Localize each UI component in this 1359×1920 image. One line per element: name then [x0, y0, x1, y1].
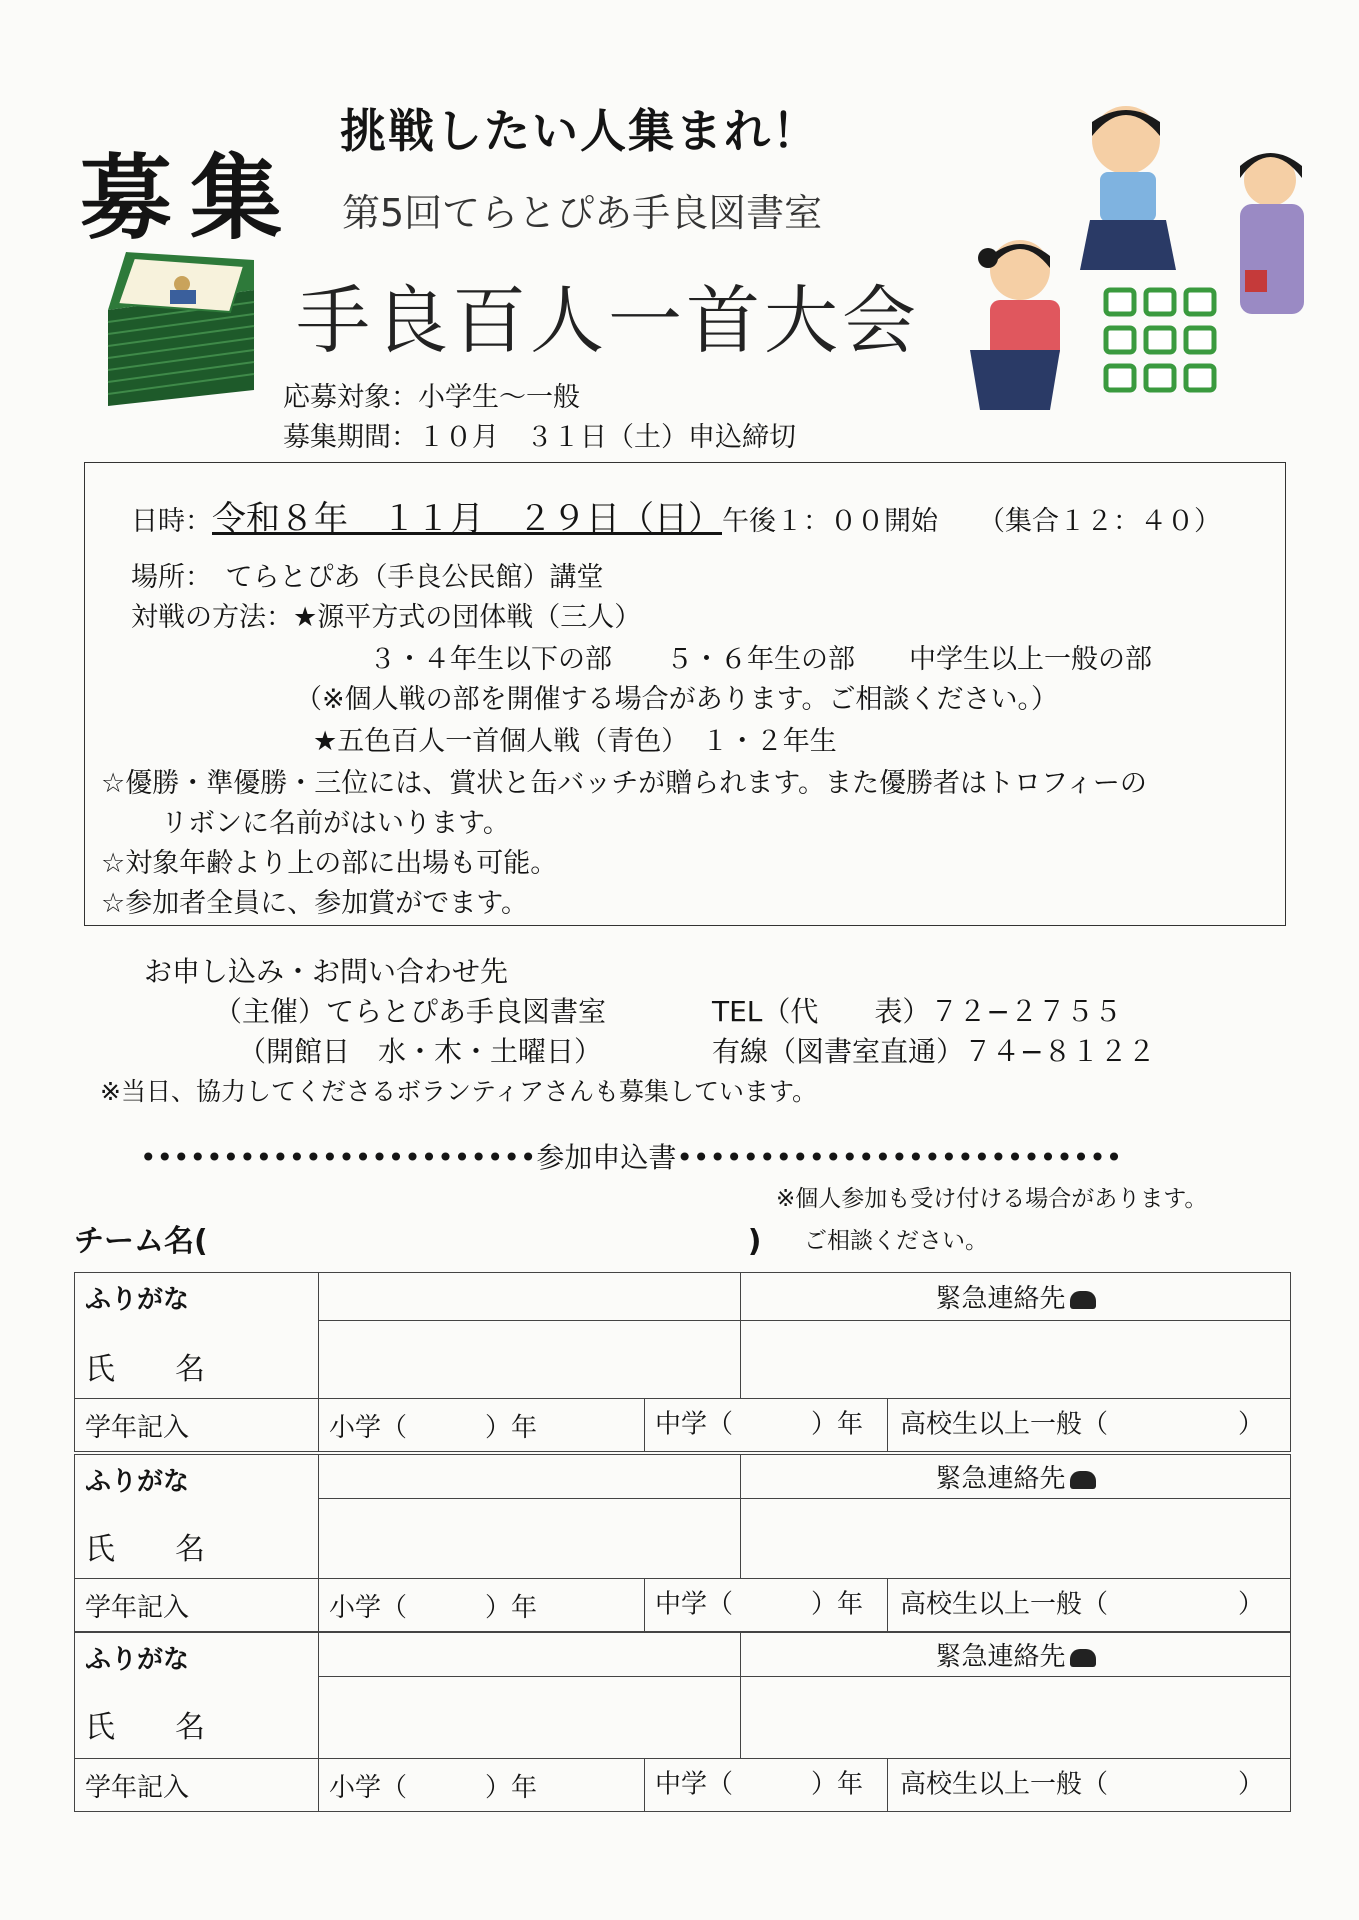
high-school-general-field[interactable]: 高校生以上一般（ ） — [900, 1769, 1265, 1800]
organizer: （主催）てらとぴあ手良図書室 — [214, 995, 607, 1028]
contact-heading: お申し込み・お問い合わせ先 — [144, 955, 509, 988]
entry-table-3 — [74, 1632, 1291, 1812]
name-label: 氏 名 — [85, 1352, 205, 1387]
boshu-heading: 募集 — [80, 144, 301, 252]
furigana-input[interactable] — [319, 1455, 741, 1499]
furigana-label: ふりがな 氏 名 — [75, 1633, 319, 1759]
prize-line-2: リボンに名前がはいります。 — [161, 808, 510, 839]
emergency-contact-input[interactable] — [741, 1321, 1291, 1399]
elementary-grade-field[interactable]: 小学（ ）年 — [319, 1759, 645, 1812]
elementary-grade-field[interactable]: 小学（ ）年 — [319, 1579, 645, 1632]
telephone-icon — [1070, 1649, 1096, 1667]
emergency-contact-label: 緊急連絡先 — [741, 1455, 1291, 1499]
telephone-icon — [1070, 1471, 1096, 1489]
divisions: ３・４年生以下の部 ５・６年生の部 中学生以上一般の部 — [369, 644, 1152, 675]
gather-time: （集合１２：４０） — [978, 506, 1221, 537]
junior-grade-field[interactable]: 中学（ ）年 — [655, 1769, 864, 1800]
karuta-cards-illustration — [104, 250, 260, 406]
grade-label: 学年記入 — [75, 1759, 319, 1812]
event-date: 令和８年 １１月 ２９日（日） — [212, 499, 722, 539]
venue: 場所： てらとぴあ（手良公民館）講堂 — [131, 562, 604, 593]
grade-label: 学年記入 — [75, 1579, 319, 1632]
match-method: 対戦の方法：★源平方式の団体戦（三人） — [131, 602, 642, 633]
emergency-contact-input[interactable] — [741, 1499, 1291, 1579]
children-playing-karuta-illustration — [940, 100, 1315, 420]
emergency-contact-label: 緊急連絡先 — [741, 1273, 1291, 1321]
event-subtitle: 第5回てらとぴあ手良図書室 — [342, 191, 823, 235]
furigana-input[interactable] — [319, 1273, 741, 1321]
high-school-general-field[interactable]: 高校生以上一般（ ） — [900, 1589, 1265, 1620]
opening-days: （開館日 水・木・土曜日） — [238, 1035, 603, 1068]
participation-prize: ☆参加者全員に、参加賞がでます。 — [101, 888, 529, 919]
name-input[interactable] — [319, 1321, 741, 1399]
elementary-grade-field[interactable]: 小学（ ）年 — [319, 1399, 645, 1452]
age-note: ☆対象年齢より上の部に出場も可能。 — [101, 848, 558, 879]
grade-row-right — [645, 1399, 1291, 1452]
name-label: 氏 名 — [85, 1532, 205, 1567]
grade-row-right — [645, 1579, 1291, 1632]
target-audience: 応募対象：小学生～一般 — [283, 382, 580, 413]
individual-entry-note: ※個人参加も受け付ける場合があります。 — [776, 1186, 1208, 1212]
name-label: 氏 名 — [85, 1710, 205, 1745]
event-title: 手良百人一首大会 — [296, 278, 920, 364]
tel-direct: 有線（図書室直通）７４−８１２２ — [712, 1035, 1156, 1068]
grade-row-right — [645, 1759, 1291, 1812]
datetime-label: 日時： — [131, 506, 212, 537]
furigana-label: ふりがな 氏 名 — [75, 1273, 319, 1399]
grade-label: 学年記入 — [75, 1399, 319, 1452]
individual-note: （※個人戦の部を開催する場合があります。ご相談ください。） — [295, 684, 1058, 715]
tel-main: TEL（代 表）７２−２７５５ — [712, 995, 1122, 1028]
consult-note: ご相談ください。 — [804, 1228, 988, 1254]
entry-table-1 — [74, 1272, 1291, 1452]
application-period: 募集期間：１０月 ３１日（土）申込締切 — [283, 422, 796, 453]
goshiki-event: ★五色百人一首個人戦（青色） １・２年生 — [313, 726, 837, 757]
prize-line-1: ☆優勝・準優勝・三位には、賞状と缶バッチが贈られます。また優勝者はトロフィーの — [101, 768, 1147, 799]
team-name-field[interactable]: チーム名( ) — [74, 1224, 762, 1259]
junior-grade-field[interactable]: 中学（ ）年 — [655, 1589, 864, 1620]
furigana-input[interactable] — [319, 1633, 741, 1677]
name-input[interactable] — [319, 1677, 741, 1759]
application-form-divider: ••••••••••••••••••••••••参加申込書••••••••••••••••••••••••••• — [140, 1141, 1123, 1174]
event-details-box — [84, 462, 1286, 926]
entry-table-2 — [74, 1454, 1291, 1632]
emergency-contact-label: 緊急連絡先 — [741, 1633, 1291, 1677]
emergency-contact-input[interactable] — [741, 1677, 1291, 1759]
datetime-row — [131, 491, 1221, 540]
name-input[interactable] — [319, 1499, 741, 1579]
junior-grade-field[interactable]: 中学（ ）年 — [655, 1409, 864, 1440]
catchphrase: 挑戦したい人集まれ！ — [340, 104, 820, 158]
telephone-icon — [1070, 1291, 1096, 1309]
high-school-general-field[interactable]: 高校生以上一般（ ） — [900, 1409, 1265, 1440]
furigana-label: ふりがな 氏 名 — [75, 1455, 319, 1579]
volunteer-note: ※当日、協力してくださるボランティアさんも募集しています。 — [100, 1077, 817, 1106]
event-start-time: 午後１：００開始 — [722, 506, 938, 537]
